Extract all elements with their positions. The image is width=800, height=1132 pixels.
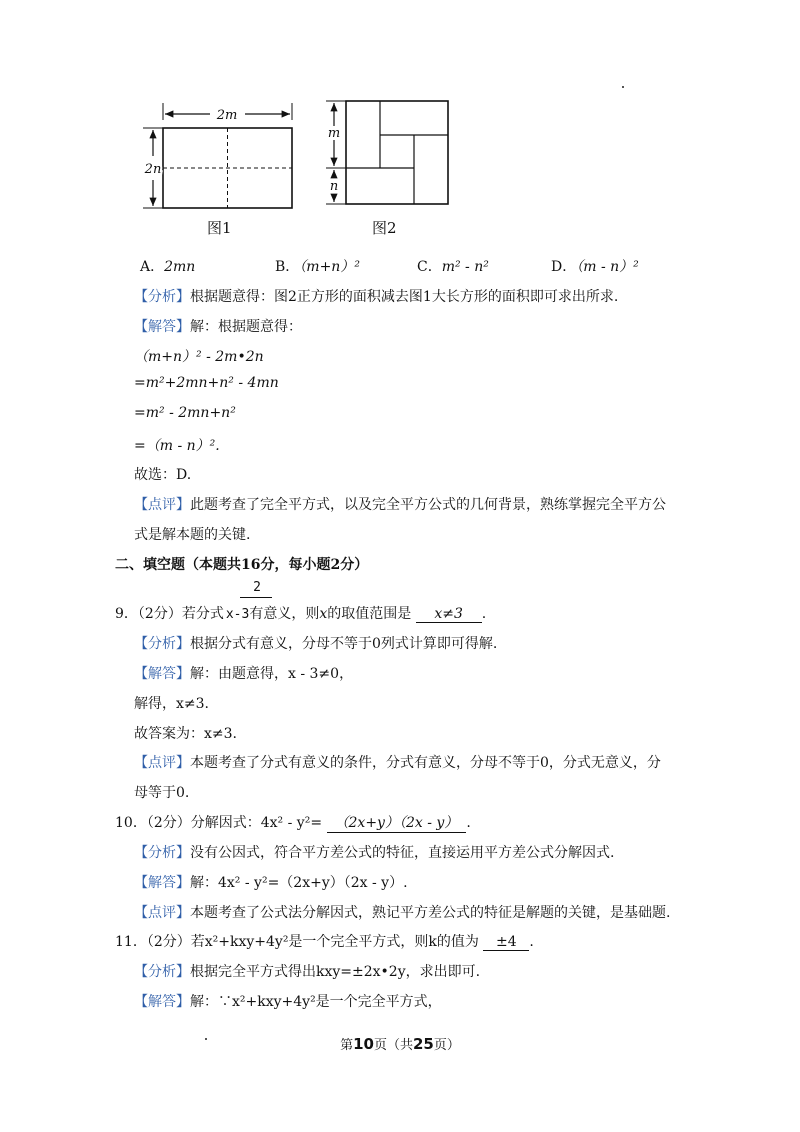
q8-choice: 故选：D. — [134, 467, 192, 483]
analysis-tag: 【分析】 — [134, 289, 190, 305]
figure-1-caption: 图1 — [207, 219, 232, 237]
q8-comment: 【点评】此题考查了完全平方式，以及完全平方公式的几何背景，熟练掌握完全平方公 — [134, 497, 666, 513]
q9-fraction-numerator: 2 — [253, 580, 261, 595]
option-c: C．m² - n² — [417, 259, 489, 275]
q8-comment-cont: 式是解本题的关键. — [134, 527, 251, 543]
q9-question: 9．（2分）若分式 x-3有意义，则x的取值范围是 x≠3 . — [115, 606, 487, 622]
q11-answer: 【解答】解：∵x²+kxy+4y²是一个完全平方式， — [134, 994, 442, 1010]
q11-answer-blank: ±4 — [483, 934, 529, 951]
q8-answer-intro: 【解答】解：根据题意得： — [134, 319, 302, 335]
fig1-height-label: 2n — [144, 162, 162, 177]
q9-comment: 【点评】本题考查了分式有意义的条件，分式有意义，分母不等于0，分式无意义，分 — [134, 755, 661, 771]
q9-fraction-bar — [240, 597, 272, 598]
q8-step-1: （m+n）² - 2m•2n — [134, 349, 264, 365]
q11-question: 11．（2分）若x²+kxy+4y²是一个完全平方式，则k的值为 ±4 . — [115, 934, 534, 950]
q11-analysis: 【分析】根据完全平方式得出kxy=±2x•2y，求出即可. — [134, 964, 481, 980]
figure-2-caption: 图2 — [372, 219, 397, 237]
q10-question: 10．（2分）分解因式：4x² - y²= （2x+y）（2x - y） . — [115, 812, 471, 833]
q9-analysis: 【分析】根据分式有意义，分母不等于0列式计算即可得解. — [134, 636, 498, 652]
q9-answer-blank: x≠3 — [416, 606, 482, 623]
option-b: B．（m+n）² — [275, 259, 360, 275]
fig2-n-label: n — [329, 179, 339, 194]
q10-analysis: 【分析】没有公因式，符合平方差公式的特征，直接运用平方差公式分解因式. — [134, 845, 615, 861]
answer-tag: 【解答】 — [134, 319, 190, 335]
figure-2 — [322, 96, 452, 208]
q9-comment-cont: 母等于0. — [134, 785, 190, 801]
q9-answer: 【解答】解：由题意得，x - 3≠0， — [134, 666, 354, 682]
q10-answer-blank: （2x+y）（2x - y） — [327, 812, 467, 833]
fig1-width-label: 2m — [216, 108, 238, 123]
total-pages: 25 — [413, 1035, 434, 1053]
page-footer: 第10页（共25页） — [340, 1035, 460, 1053]
q8-analysis: 【分析】根据题意得：图2正方形的面积减去图1大长方形的面积即可求出所求. — [134, 289, 619, 305]
q9-fraction-denominator: x-3 — [225, 607, 250, 622]
q8-step-2: =m²+2mn+n² - 4mn — [134, 375, 279, 391]
option-a: A．2mn — [140, 259, 196, 275]
comment-tag: 【点评】 — [134, 497, 190, 513]
q10-comment: 【点评】本题考查了公式法分解因式，熟记平方差公式的特征是解题的关键，是基础题. — [134, 905, 671, 921]
scan-speck — [622, 86, 624, 88]
q9-answer-2: 解得，x≠3. — [134, 696, 209, 712]
q10-answer: 【解答】解：4x² - y²=（2x+y）（2x - y）. — [134, 875, 408, 891]
current-page: 10 — [353, 1035, 374, 1053]
option-d: D．（m - n）² — [551, 259, 639, 275]
q8-step-3: =m² - 2mn+n² — [134, 405, 236, 421]
fig2-m-label: m — [327, 126, 341, 141]
q9-answer-3: 故答案为：x≠3. — [134, 726, 237, 742]
q8-step-4: =（m - n）². — [134, 438, 220, 454]
section-title: 二、填空题（本题共16分，每小题2分） — [115, 557, 369, 573]
